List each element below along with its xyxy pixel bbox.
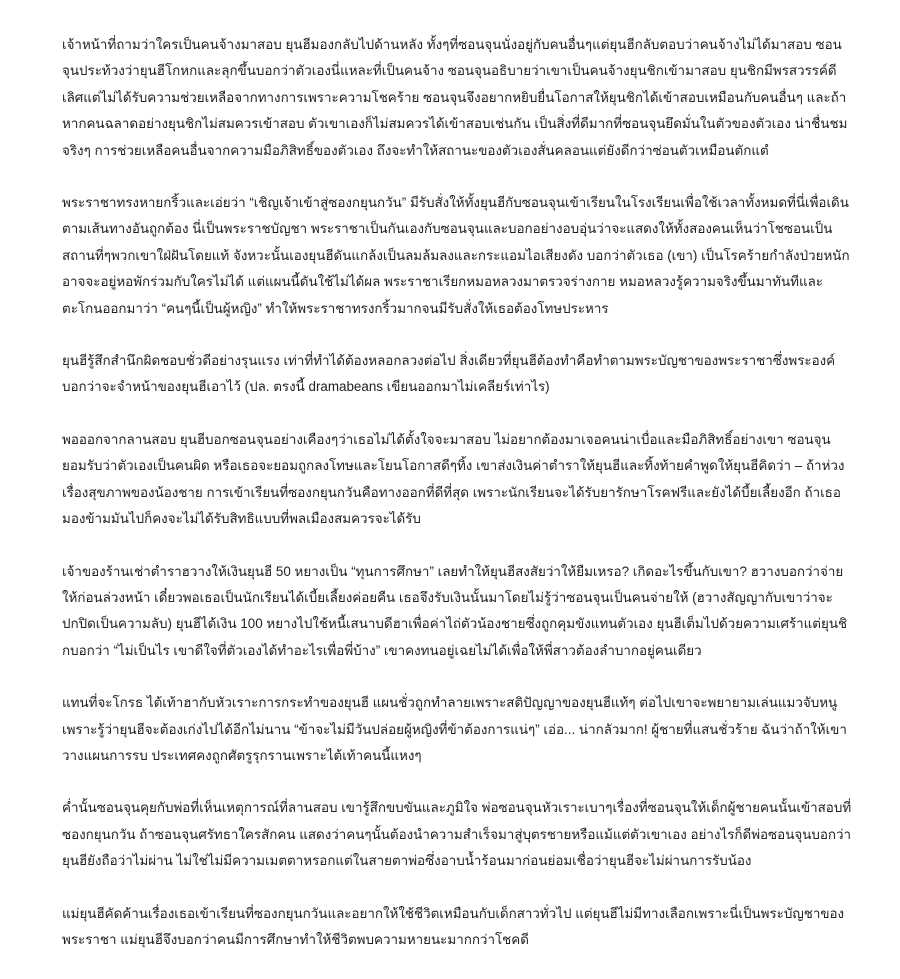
article-body xyxy=(62,32,852,979)
paragraph-leaving-exam-hall: พอออกจากลานสอบ ยุนฮีบอกซอนจุนอย่างเคืองๆว่าเธอไม่ได้ตั้งใจจะมาสอบ ไม่อยากต้องมาเจอคนน่าเบื่อและมือภิสิทธิ์อย่างเขา ซอนจุนยอมรับว่าตัวเองเป็นคนผิด หรือเธอจะยอมถูกลงโทษและโยนโอกาสดีๆทิ้ง เขาส่งเงินค่าตำราให้ยุนฮีและทิ้งท้ายคำพูดให้ยุนฮีคิดว่า – ถ้าห่วงเรื่องสุขภาพของน้องชาย การเข้าเรียนที่ซองกยุนกวันคือทางออกที่ดีที่สุด เพราะนักเรียนจะได้รับยารักษาโรคฟรีและยังได้บี้ยเลี้ยงอีก ถ้าเธอมองข้ามมันไปก็คงจะไม่ได้รับสิทธิแบบที่พลเมืองสมควรจะได้รับ xyxy=(62,431,845,527)
paragraph-yunhee-mother: แม่ยุนฮีคัดค้านเรื่องเธอเข้าเรียนที่ซองกยุนกวันและอยากให้ใช้ชีวิตเหมือนกับเด็กสาวทั่วไป แต่ยุนฮีไม่มีทางเลือกเพราะนี่เป็นพระบัญชาของพระราชา แม่ยุนฮีจึงบอกว่าคนมีการศึกษาทำให้ชีวิตพบความหายนะมากกว่าโชคดี xyxy=(62,905,845,947)
paragraph-bookstore-owner: เจ้าของร้านเช่าตำราฮวางให้เงินยุนฮี 50 หยางเป็น “ทุนการศึกษา” เลยทำให้ยุนฮีสงสัยว่าให้ยืมเหรอ? เกิดอะไรขึ้นกับเขา? ฮวางบอกว่าจ่ายให้ก่อนล่วงหน้า เดี๋ยวพอเธอเป็นนักเรียนได้เบี้ยเลี้ยงค่อยคืน เธอจึงรับเงินนั้นมาโดยไม่รู้ว่าซอนจุนเป็นคนจ่ายให้ (ฮวางสัญญากับเขาว่าจะปกปิดเป็นความลับ) ยุนฮีได้เงิน 100 หยางไปใช้หนี้เสนาบดีฮาเพื่อค่าไถ่ตัวน้องชายซึ่งถูกคุมขังแทนตัวเอง ยุนฮีเต็มไปด้วยความเศร้าแต่ยุนชิกบอกว่า “ไม่เป็นไร เขาดีใจที่ตัวเองได้ทำอะไรเพื่อพี่บ้าง” เขาคงทนอยู่เฉยไม่ได้เพื่อให้พี่สาวต้องลำบากอยู่คนเดียว xyxy=(62,563,848,658)
paragraph-yunhee-conscience: ยุนฮีรู้สึกสำนึกผิดชอบชั่วดีอย่างรุนแรง เท่าที่ทำได้ต้องหลอกลวงต่อไป สิ่งเดียวที่ยุนฮีต้องทำคือทำตามพระบัญชาของพระราชาซึ่งพระองค์บอกว่าจะจำหน้าของยุนฮีเอาไว้ (ปล. ตรงนี้ dramabeans เขียนออกมาไม่เคลียร์เท่าไร) xyxy=(62,353,836,395)
paragraph-sunjoon-father: ค่ำนั้นซอนจุนคุยกับพ่อที่เห็นเหตุการณ์ที่ลานสอบ เขารู้สึกขบขันและภูมิใจ พ่อซอนจุนหัวเราะเบาๆเรื่องที่ซอนจุนให้เด็กผู้ชายคนนั้นเข้าสอบที่ซองกยุนกวัน ถ้าซอนจุนศรัทธาใครสักคน แสดงว่าคนๆนั้นต้องนำความสำเร็จมาสู่บุตรชายหรือแม้แต่ตัวเขาเอง อย่างไรก็ดีพ่อซอนจุนบอกว่ายุนฮียังถือว่าไม่ผ่าน ไม่ใช่ไม่มีความเมตตาหรอกแต่ในสายตาพ่อซึ่งอาบน้ำร้อนมาก่อนย่อมเชื่อว่ายุนฮีจะไม่ผ่านการรับน้อง xyxy=(62,800,852,869)
paragraph-minister-ha: แทนที่จะโกรธ ไต้เท้าฮากับหัวเราะการกระทำของยุนฮี แผนชั่วถูกทำลายเพราะสติปัญญาของยุนฮีแท้ๆ ต่อไปเขาจะพยายามเล่นแมวจับหนูเพราะรู้ว่ายุนฮีจะต้องเก่งไปได้อีกไม่นาน “ข้าจะไม่มีวันปล่อยผู้หญิงที่ข้าต้องการแน่ๆ” เอ่อ... น่ากลัวมาก! ผู้ชายที่แสนชั่วร้าย ฉันว่าถ้าให้เขาวางแผนการรบ ประเทศคงถูกศัตรูรุกรานเพราะไต้เท้าคนนี้แหงๆ xyxy=(62,695,847,763)
paragraph-exam-hiring: เจ้าหน้าที่ถามว่าใครเป็นคนจ้างมาสอบ ยุนฮีมองกลับไปด้านหลัง ทั้งๆที่ซอนจุนนั่งอยู่กับคนอื่นๆแต่ยุนฮีกลับตอบว่าคนจ้างไม่ได้มาสอบ ซอนจุนประท้วงว่ายุนฮีโกหกและลุกขึ้นบอกว่าตัวเองนี่แหละที่เป็นคนจ้าง ซอนจุนอธิบายว่าเขาเป็นคนจ้างยุนชิกเข้ามาสอบ ยุนชิกมีพรสวรรค์ดีเลิศแต่ไม่ได้รับความช่วยเหลือจากทางการเพราะความโชคร้าย ซอนจุนจึงอยากหยิบยื่นโอกาสให้ยุนชิกได้เข้าสอบเหมือนกับคนอื่นๆ และถ้าหากคนฉลาดอย่างยุนชิกไม่สมควรเข้าสอบ ตัวเขาเองก็ไม่สมควรได้เข้าสอบเช่นกัน เป็นสิ่งที่ดีมากที่ซอนจุนยึดมั่นในตัวของตัวเอง น่าชื่นชมจริงๆ การช่วยเหลือคนอื่นจากความมือภิสิทธิ์ของตัวเอง ถึงจะทำให้สถานะของตัวเองสั่นคลอนแต่ยังดีกว่าซ่อนตัวเหมือนตักแตํ xyxy=(62,37,848,158)
paragraph-king-decree: พระราชาทรงหายกริ้วและเอ่ยว่า “เชิญเจ้าเข้าสู่ซองกยุนกวัน” มีรับสั่งให้ทั้งยุนฮีกับซอนจุนเข้าเรียนในโรงเรียนเพื่อใช้เวลาทั้งหมดที่นี่เพื่อเดินตามเส้นทางอันถูกต้อง นี่เป็นพระราชบัญชา พระราชาเป็นกันเองกับซอนจุนและบอกอย่างอบอุ่นว่าจะแสดงให้ทั้งสองคนเห็นว่าโชซอนเป็นสถานที่ๆพวกเขาใฝ่ฝันโดยแท้ จังหวะนั้นเองยุนฮีดันแกล้งเป็นลมล้มลงและกระแอมไอเสียงดัง บอกว่าตัวเธอ (เขา) เป็นโรคร้ายกำลังป่วยหนัก อาจจะอยู่หอพักร่วมกับใครไม่ได้ แต่แผนนี้ดันใช้ไม่ได้ผล พระราชาเรียกหมอหลวงมาตรวจร่างกาย หมอหลวงรู้ความจริงขึ้นมาทันทีและตะโกนออกมาว่า “คนๆนี้เป็นผู้หญิง” ทำให้พระราชาทรงกริ้วมากจนมีรับสั่งให้เธอต้องโทษประหาร xyxy=(62,195,850,316)
